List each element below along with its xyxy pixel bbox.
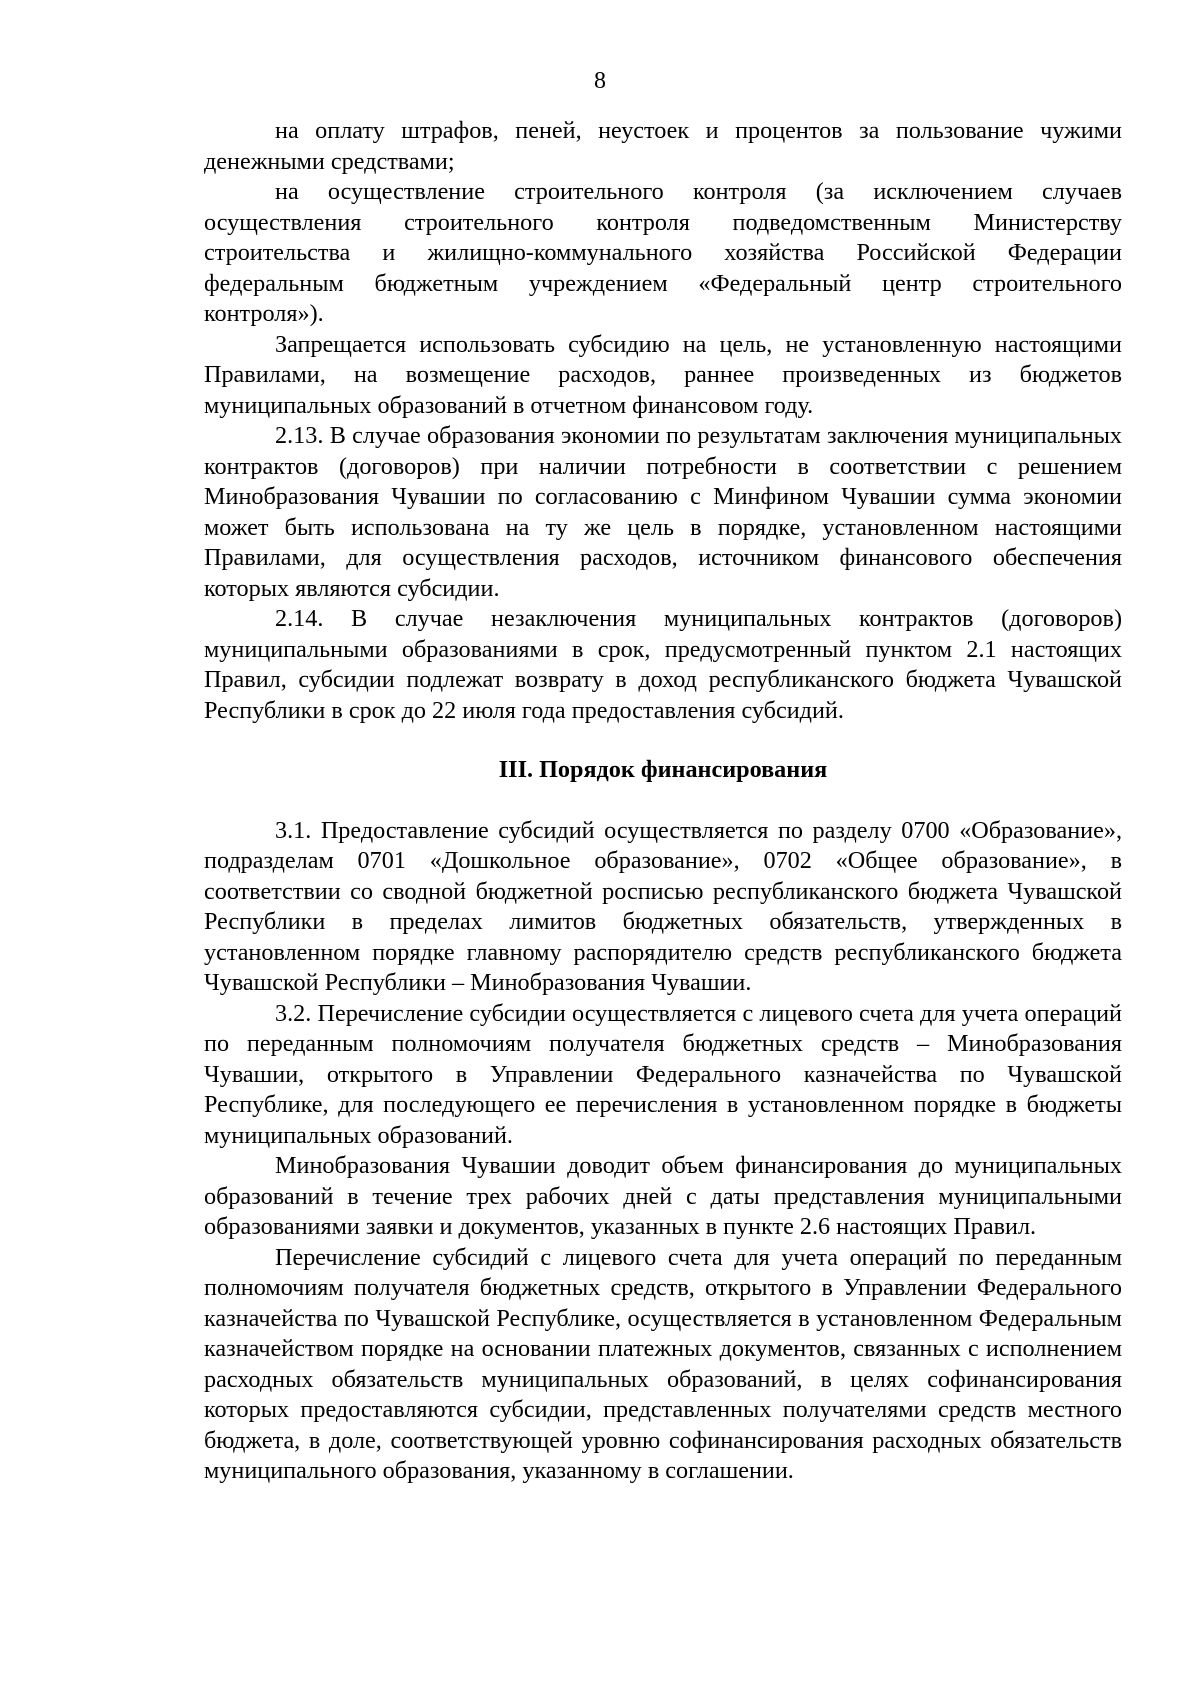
paragraph-prohibition: Запрещается использовать субсидию на цель, не установленную настоящими Правилами, на возмещение расходов, раннее произведенных из бюджетов муниципальных образований в отчетном финансовом году. xyxy=(204,330,1122,419)
paragraph-3-2: 3.2. Перечисление субсидии осуществляется с лицевого счета для учета операций по переданным полномочиям получателя бюджетных средств – Минобразования Чувашии, открытого в Управлении Федерального казначейства по Чувашской Республике, для последующего ее перечисления в установленном порядке в бюджеты муниципальных образований. xyxy=(204,999,1122,1149)
paragraph-transfer: Перечисление субсидий с лицевого счета для учета операций по переданным полномочиям получателя бюджетных средств, открытого в Управлении Федерального казначейства по Чувашской Республике, осуществляется в установленном Федеральным казначейством порядке на основании платежных документов, связанных с исполнением расходных обязательств муниципальных образований, в целях софинансирования которых предоставляются субсидии, представленных получателями средств местного бюджета, в доле, соответствующей уровню софинансирования расходных обязательств муниципального образования, указанному в соглашении. xyxy=(204,1243,1122,1484)
section-heading: III. Порядок финансирования xyxy=(498,756,828,783)
paragraph-2-13: 2.13. В случае образования экономии по результатам заключения муниципальных контрактов (договоров) при наличии потребности в соответствии с решением Минобразования Чувашии по согласованию с Минфином Чувашии сумма экономии может быть использована на ту же цель в порядке, установленном настоящими Правилами, для осуществления расходов, источником финансового обеспечения которых являются субсидии. xyxy=(204,422,1122,602)
paragraph-fines: на оплату штрафов, пеней, неустоек и процентов за пользование чужими денежными средствами; xyxy=(204,117,1122,175)
paragraph-2-14: 2.14. В случае незаключения муниципальных контрактов (договоров) муниципальными образованиями в срок, предусмотренный пунктом 2.1 настоящих Правил, субсидии подлежат возврату в доход республиканского бюджета Чувашской Республики в срок до 22 июля года предоставления субсидий. xyxy=(204,605,1122,724)
paragraph-funding-notice: Минобразования Чувашии доводит объем финансирования до муниципальных образований в течение трех рабочих дней с даты представления муниципальными образованиями заявки и документов, указанных в пункте 2.6 настоящих Правил. xyxy=(204,1152,1122,1240)
document-body xyxy=(204,116,1122,1487)
paragraph-construction-control: на осуществление строительного контроля (за исключением случаев осуществления строительного контроля подведомственным Министерству строительства и жилищно-коммунального хозяйства Российской Федерации федеральным бюджетным учреждением «Федеральный центр строительного контроля»). xyxy=(204,178,1122,327)
page-number: 8 xyxy=(594,68,606,94)
paragraph-3-1: 3.1. Предоставление субсидий осуществляется по разделу 0700 «Образование», подразделам 0701 «Дошкольное образование», 0702 «Общее образование», в соответствии со сводной бюджетной росписью республиканского бюджета Чувашской Республики в пределах лимитов бюджетных обязательств, утвержденных в установленном порядке главному распорядителю средств республиканского бюджета Чувашской Республики – Минобразования Чувашии. xyxy=(204,816,1122,996)
